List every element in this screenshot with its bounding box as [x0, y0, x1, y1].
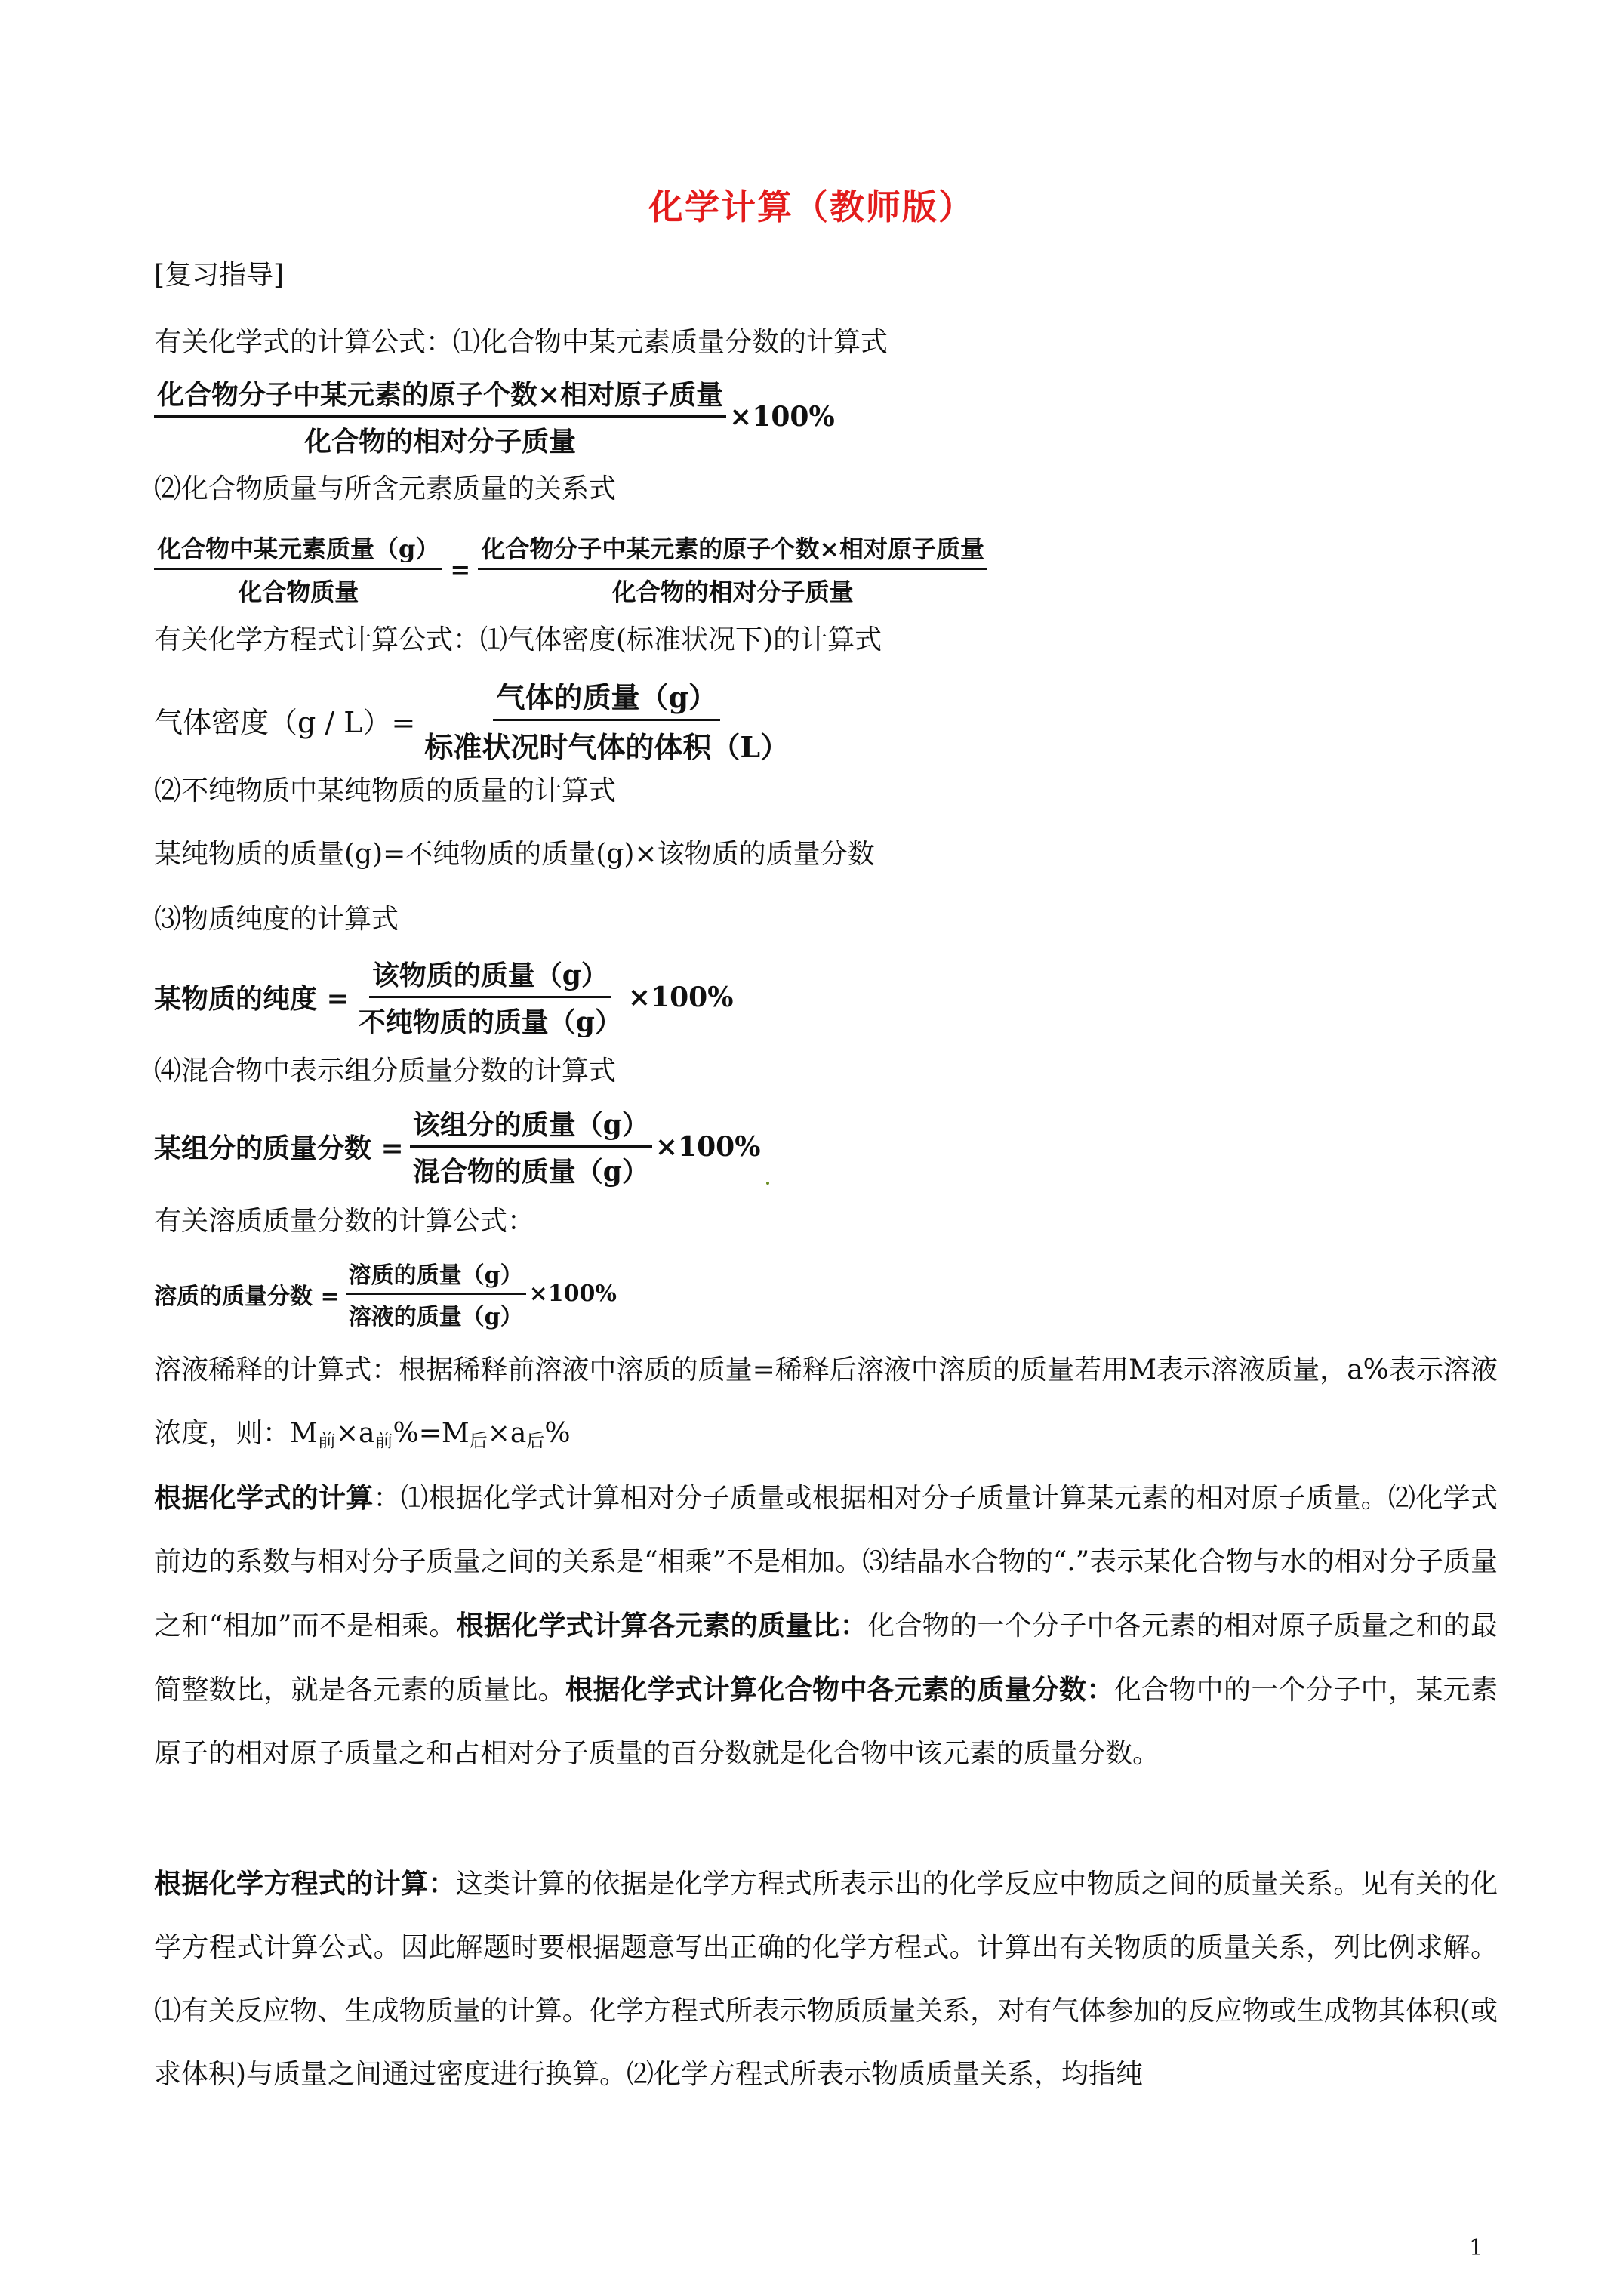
section-chemical-formula-heading: 有关化学式的计算公式：⑴化合物中某元素质量分数的计算式 [154, 327, 888, 358]
formula-2-3-heading: ⑶物质纯度的计算式 [154, 904, 399, 935]
formula-component-fraction [154, 1104, 760, 1189]
formula-numerator: 化合物分子中某元素的原子个数×相对原子质量 [154, 374, 726, 418]
subscript-before: 前 [374, 1430, 393, 1451]
section-chemical-equation-heading: 有关化学方程式计算公式：⑴气体密度(标准状况下)的计算式 [154, 624, 882, 655]
section-solution-heading: 有关溶质质量分数的计算公式： [154, 1206, 535, 1237]
formula-numerator: 溶质的质量（g） [346, 1256, 526, 1295]
paragraph-heading: 根据化学式的计算 [154, 1482, 374, 1514]
formula-numerator: 该物质的质量（g） [369, 954, 611, 998]
formula-lhs: 溶质的质量分数 = [154, 1283, 340, 1310]
formula-purity [154, 954, 733, 1040]
formula-equals: = [450, 554, 471, 584]
formula-mass-fraction [154, 374, 835, 459]
formula-denominator: 标准状况时气体的体积（L） [424, 730, 790, 764]
chemical-formula-calculation-paragraph [154, 1466, 1498, 1786]
formula-2-2-text: 某纯物质的质量(g)=不纯物质的质量(g)×该物质的质量分数 [154, 839, 875, 870]
formula-suffix: ×100% [654, 1130, 761, 1163]
formula-numerator: 气体的质量（g） [493, 674, 720, 721]
subscript-after: 后 [526, 1430, 545, 1451]
paragraph-text: 这类计算的依据是化学方程式所表示出的化学反应中物质之间的质量关系。见有关的化学方程式计算公式。因此解题时要根据题意写出正确的化学方程式。计算出有关物质的质量关系，列比例求解。⑴有关反应物、生成物质量的计算。化学方程式所表示物质质量关系，对有气体参加的反应物或生成物其体积(或求体积)与质量之间通过密度进行换算。⑵化学方程式所表示物质质量关系，均指纯 [154, 1869, 1498, 2090]
formula-right-denominator: 化合物的相对分子质量 [611, 578, 854, 606]
page-title: 化学计算（教师版） [648, 186, 975, 227]
paragraph-text: 化合物的一个分子中各元素的相对原子质量之和的最简整数比，就是各元素的质量比。 [154, 1610, 1498, 1706]
formula-numerator: 该组分的质量（g） [410, 1104, 652, 1148]
subscript-before: 前 [317, 1430, 336, 1451]
formula-suffix: ×100% [528, 1281, 617, 1307]
dilution-text: 溶液稀释的计算式：根据稀释前溶液中溶质的质量=稀释后溶液中溶质的质量若用M表示溶液质量，a%表示溶液浓度，则： [154, 1354, 1498, 1449]
stray-mark [766, 1182, 769, 1185]
formula-gas-density [154, 674, 792, 766]
formula-solute-fraction [154, 1256, 617, 1331]
formula-denominator: 混合物的质量（g） [412, 1156, 649, 1188]
paragraph-heading: 根据化学式计算化合物中各元素的质量分数： [565, 1674, 1114, 1706]
formula-right-numerator: 化合物分子中某元素的原子个数×相对原子质量 [478, 530, 987, 570]
formula-denominator: 溶液的质量（g） [348, 1304, 523, 1330]
formula-lhs: 气体密度（g / L）= [154, 706, 416, 739]
paragraph-heading: 根据化学式计算各元素的质量比： [456, 1610, 868, 1641]
dilution-percent: % [544, 1418, 571, 1449]
dilution-times: ×a [335, 1418, 375, 1449]
formula-compound-mass-relation [154, 530, 987, 608]
formula-1-2-heading: ⑵化合物质量与所含元素质量的关系式 [154, 473, 617, 504]
formula-lhs: 某物质的纯度 = [154, 983, 350, 1015]
review-guide-label: [复习指导] [154, 260, 285, 291]
paragraph-heading: 根据化学方程式的计算： [154, 1868, 456, 1900]
formula-left-denominator: 化合物质量 [238, 578, 359, 606]
formula-suffix: ×100% [729, 400, 835, 433]
paragraph-text: ：⑴根据化学式计算相对分子质量或根据相对分子质量计算某元素的相对原子质量。⑵化学式前边的系数与相对分子质量之间的关系是“相乘”不是相加。⑶结晶水合物的“.”表示某化合物与水的相对分子质量之和“相加”而不是相乘。 [154, 1483, 1498, 1641]
formula-denominator: 化合物的相对分子质量 [304, 426, 577, 458]
dilution-times: ×a [487, 1418, 527, 1449]
dilution-paragraph [154, 1339, 1498, 1472]
formula-lhs: 某组分的质量分数 = [154, 1133, 404, 1164]
formula-2-4-heading: ⑷混合物中表示组分质量分数的计算式 [154, 1056, 617, 1086]
subscript-after: 后 [469, 1430, 488, 1451]
page-number: 1 [1469, 2235, 1484, 2261]
chemical-equation-calculation-paragraph [154, 1852, 1498, 2106]
formula-2-2-heading: ⑵不纯物质中某纯物质的质量的计算式 [154, 775, 617, 806]
formula-left-numerator: 化合物中某元素质量（g） [154, 530, 442, 570]
formula-denominator: 不纯物质的质量（g） [358, 1006, 622, 1038]
dilution-equals: %=M [393, 1418, 470, 1449]
formula-suffix: ×100% [627, 981, 734, 1013]
dilution-m-symbol: M [290, 1418, 318, 1449]
paragraph-text: 化合物中的一个分子中，某元素原子的相对原子质量之和占相对分子质量的百分数就是化合物中该元素的质量分数。 [154, 1675, 1498, 1769]
